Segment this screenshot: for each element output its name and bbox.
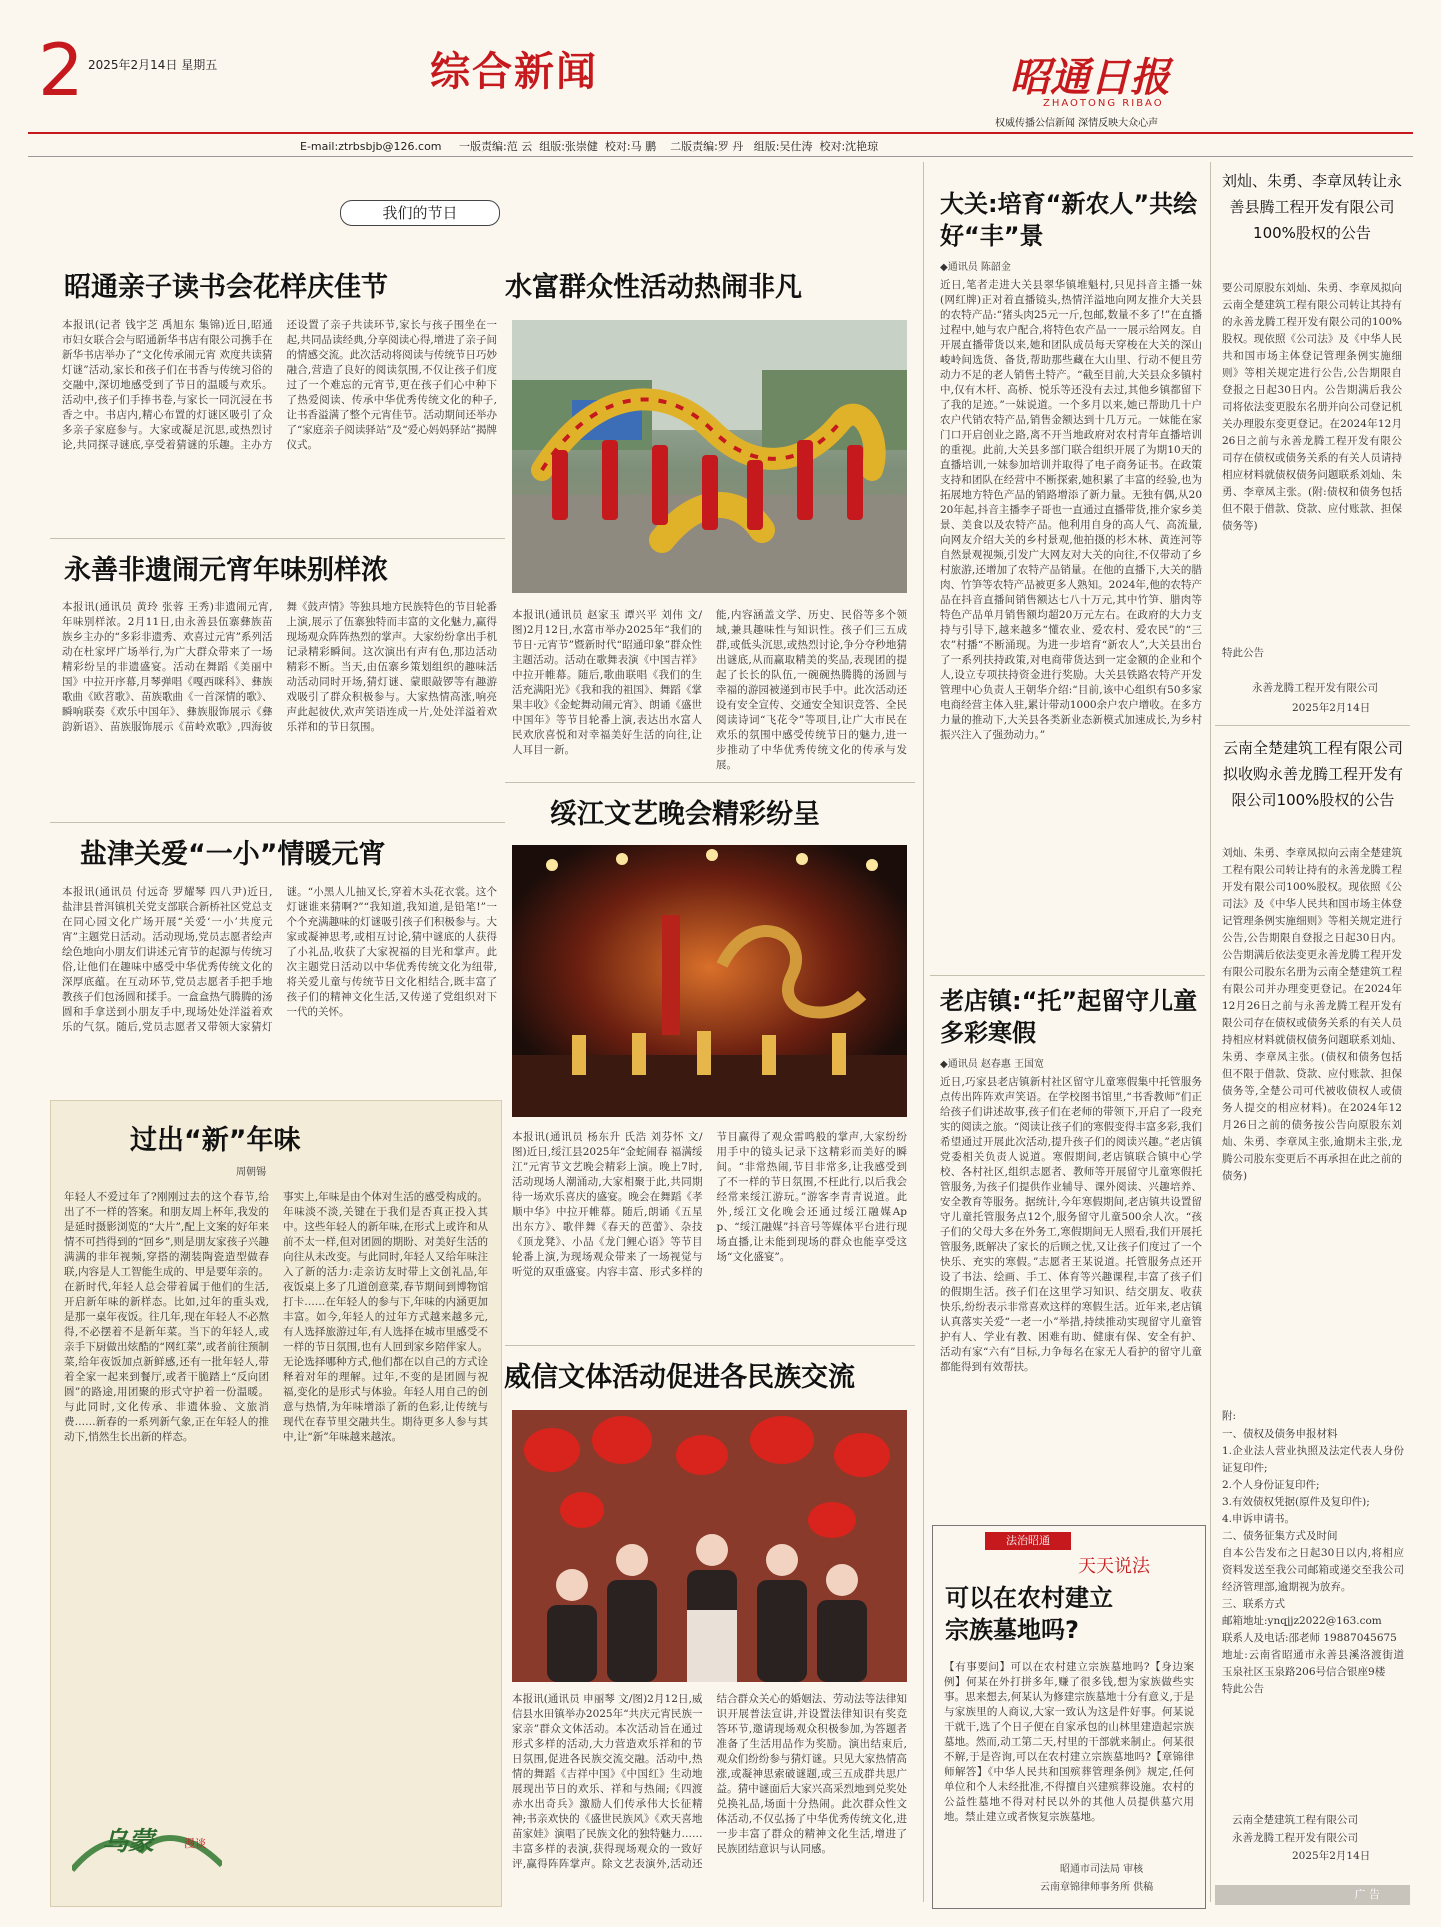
column-logo-sub: 漫谈 [184, 1837, 206, 1850]
article-body-continued: 能,内容涵盖文学、历史、民俗等多个领域,兼具趣味性与知识性。孩子们三五成群,或低头沉思,或热烈讨论,争分夺秒地猜出谜底,从而赢取精美的奖品,表现团的提起了长长的队伍,一碗碗热腾腾的汤圆与幸福的游园被递到市民手中。此次活动还设有安全宣传、交通安全知识竞答、全民阅读诗词“飞花令”等项目,让广大市民在欢乐的氛围中感受传统节日的魅力,进一步推动了中华优秀传统文化的传承与发展。 [716, 609, 907, 771]
festival-tag-label: 我们的节日 [382, 204, 458, 222]
credits-rule [28, 156, 1413, 157]
notice-list-item: 邮箱地址:ynqjjz2022@163.com [1222, 1615, 1382, 1627]
issue-date: 2025年2月14日 星期五 [88, 58, 218, 72]
notice-list-title: 附: [1222, 1410, 1237, 1422]
notice-list-item: 二、债务征集方式及时间 [1222, 1530, 1338, 1542]
notice-list-item: 2.个人身份证复印件; [1222, 1479, 1320, 1491]
article-body: 近日,巧家县老店镇新村社区留守儿童寒假集中托管服务点传出阵阵欢声笑语。在学校图书馆里,“书香教师”们正给孩子们讲述故事,孩子们在老师的带领下,开启了一段充实的阅读之旅。“阅读让孩子们的寒假变得丰富多彩,我们希望通过开展此次活动,提升孩子们的阅读兴趣。”老店镇党委相关负责人说道。寒假期间,老店镇联合镇中心学校、各村社区,组织志愿者、教师等开展留守儿童寒假托管服务,为孩子们提供作业辅导、课外阅读、兴趣培养、安全教育等服务。据统计,今年寒假期间,老店镇共设置留守儿童托管服务点12个,服务留守儿童500余人次。“孩子们的父母大多在外务工,寒假期间无人照看,我们开展托管服务,既解决了家长的后顾之忧,又让孩子们度过了一个快乐、充实的寒假。”志愿者王某说道。托管服务点还开设了书法、绘画、手工、体育等兴趣课程,丰富了孩子们的假期生活。孩子们在这里学习知识、结交朋友、收获快乐,纷纷表示非常喜欢这样的寒假生活。近年来,老店镇认真落实关爱“一老一小”举措,持续推动实现留守儿童管护有人、学业有教、困难有助、健康有保、安全有护、活动有家“六有”目标,力争每名在家无人看护的留守儿童都能得到有效帮扶。 [940, 1076, 1202, 1373]
article-body: 本报讯(通讯员 杨东升 氏浩 刘芬怀 文/图)近日,绥江县2025年“金蛇闹春 福满绥江”元宵节文艺晚会精彩上演。晚上7时,活动现场人潮涌动,大家相聚于此,共同期待一场欢乐喜庆的盛宴。晚会在舞蹈《孝顺中华》中拉开帷幕。随后,朗诵《五星出东方》、歌伴舞《春天的芭蕾》、杂技《顶龙凳》、小品《龙门鲤心语》等节目轮番上演,为现场观众带来了一场视觉与听觉的双重盛宴。内容丰富、形式多样的节目赢得了观众雷鸣般的掌声,大家纷纷用手中的镜头记录下这精彩而美好的瞬间。“非常热闹,节目非常多,让我感受到了不一样的节日氛围,不枉此行,以后我会经常来绥江游玩。”游客李青青说道。此外,绥江文化晚会还通过绥江融媒App、“绥江融媒”抖音号等媒体平台进行现场直播,让未能到现场的群众也能享受这场“文化盛宴”。 [512, 1131, 907, 1278]
page-number: 2 [38, 28, 84, 112]
article-body: 本报讯(通讯员 黄玲 张蓉 王秀)非遗闹元宵,年味别样浓。2月11日,由永善县伍寨彝族苗族乡主办的“多彩非遗秀、欢喜过元宵”系列活动在杜家坪广场举行,为广大群众带来了一场精彩纷呈的非遗盛宴。活动在舞蹈《美丽中国》中拉开序幕,月琴弹唱《嘎西咪科》、彝族歌曲《欧苕歌》、苗族歌曲《一首深情的歌》、瞬响联奏《欢乐中国年》、彝族服饰展示《彝韵新语》、苗族服饰展示《苗岭欢歌》,四海彼舞《鼓声情》等独具地方民族特色的节目轮番上演,展示了伍寨独特而丰富的文化魅力,赢得现场观众阵阵热烈的掌声。大家纷纷拿出手机记录精彩瞬间。这次演出有声有色,那边活动精彩不断。当天,由伍寨乡策划组织的趣味活动活动同时开场,猜灯谜、蒙眼敲锣等有趣游戏吸引了群众积极参与。大家热情高涨,响亮声此起彼伏,欢声笑语连成一片,处处洋溢着欢乐祥和的节日氛围。 [62, 601, 497, 733]
notice-body: 要公司原股东刘灿、朱勇、李章凤拟向云南全楚建筑工程有限公司转让其持有的永善龙腾工程开发有限公司的100%股权。现依照《公司法》及《中华人民共和国市场主体登记管理条例实施细则》等相关规定进行公告,公告期限自登报之日起30日内。公告期满后我公司将依法变更股东名册并向公司登记机关办理股东变更登记。在2024年12月26日之前与永善龙腾工程开发有限公司存在债权或债务关系的有关人员请持相应材料就债权债务问题联系刘灿、朱勇、李章凤主张。(附:债权和债务包括但不限于借款、贷款、应付账款、担保债务等) [1222, 282, 1402, 532]
notice-list-item: 3.有效债权凭据(原件及复印件); [1222, 1496, 1370, 1508]
article-title: 绥江文艺晚会精彩纷呈 [550, 799, 820, 830]
article-body: 本报讯(记者 钱宇芝 禹旭东 集锦)近日,昭通市妇女联合会与昭通新华书店有限公司携手在新华书店举办了“文化传承闹元宵 欢度共读猜灯谜”活动,家长和孩子们在书香与传统习俗的交融中,深切地感受到了节日的温暖与欢乐。活动中,孩子们手捧书卷,与家长一同沉浸在书香之中。书店内,精心布置的灯谜区吸引了众多亲子家庭参与。大家或凝足沉思,或热烈讨论,共同探寻谜底,享受着猜谜的乐趣。主办方还设置了亲子共读环节,家长与孩子围坐在一起,共同品读经典,分享阅读心得,增进了亲子间的情感交流。此次活动将阅读与传统节日巧妙融合,营造了良好的阅读氛围,不仅让孩子们度过了一个难忘的元宵节,更在孩子们心中种下了热爱阅读、传承中华优秀传统文化的种子,让书香溢满了整个元宵佳节。活动期间还举办了“家庭亲子阅读驿站”及“爱心妈妈驿站”揭牌仪式。 [62, 319, 497, 451]
notice-list-item: 自本公告发布之日起30日以内,将相应资料发送至我公司邮箱或递交至我公司经济管理部,逾期视为放弃。 [1222, 1547, 1404, 1593]
article-body: 年轻人不爱过年了?刚刚过去的这个春节,给出了不一样的答案。和朋友周上杯年,我发的是延时摄影浏览的“大片”,配上文案的好年来情不可挡得到的“回乡”,则是朋友家孩子兴趣满满的非年视频,穿搭的潮装陶瓷造型做春联,内容是人工智能生成的、甲是要年亲的。在新时代,年轻人总会带着属于他们的生活,开启新年味的新样态。比如,过年的重头戏,是那一桌年夜饭。往几年,现在年轻人不必熬得,不必摆着不是新年菜。当下的年轻人,或亲手下厨做出炫酷的“网红菜”,或者前往预制菜,给年夜饭加点新鲜感,还有一批年轻人,带着全家一起来到餐厅,或者干脆踏上“反向团圆”的路途,用团聚的形式守护着一份温暖。与此同时,文化传承、非遗体验、文旅消费……新春的一系列新气象,正在年轻人的推动下,悄然生长出新的样态。 [64, 1191, 269, 1443]
dragon-dance-photo [512, 320, 907, 593]
article-body: 本报讯(通讯员 付远奇 罗耀琴 四八尹)近日,盐津县普洱镇机关党支部联合新桥社区党总支在同心园文化广场开展“关爱‘一小’共度元宵”主题党日活动。活动现场,党员志愿者绘声绘色地向小朋友们讲述元宵节的起源与传统习俗,让他们在趣味中感受中华优秀传统文化的深厚底蕴。在互动环节,党员志愿者手把手地教孩子们包汤圆和揉手。一盒盒热气腾腾的汤圆和手拿送到小朋友手中,现场处处洋溢着欢乐的气氛。随后,党员志愿者又带领大家猜灯谜。“小黑人儿抽叉长,穿着木头花衣裳。这个灯谜谁来猜啊?”“我知道,我知道,是铅笔!”一个个充满趣味的灯谜吸引孩子们积极参与。大家或凝神思考,或相互讨论,猜中谜底的人获得了小礼品,收获了大家祝福的目光和掌声。此次主题党日活动以中华优秀传统文化为纽带,将关爱儿童与传统节日文化相结合,既丰富了孩子们的精神文化生活,又传递了党组织对下一代的关怀。 [62, 886, 497, 1033]
article-title: 老店镇:“托”起留守儿童多彩寒假 [940, 987, 1198, 1047]
paper-slogan: 权威传播公信新闻 深情反映大众心声 [995, 118, 1159, 129]
article-body: 本报讯(通讯员 赵家玉 谭兴平 刘伟 文/图)2月12日,水富市举办2025年“我们的节日·元宵节”暨新时代“昭通印象”群众性主题活动。活动在歌舞表演《中国吉祥》中拉开帷幕。随后,歌曲联唱《我们的生活充满阳光》《我和我的祖国》、舞蹈《掌果丰收》《金蛇舞动闹元宵》、朗诵《盛世中国年》等节目轮番上演,表达出水富人民欢欣喜悦和对幸福美好生活的向往,让人耳目一新。 [512, 609, 702, 756]
article-title: 可以在农村建立宗族墓地吗? [945, 1584, 1113, 1644]
notice-list-item: 1.企业法人营业执照及法定代表人身份证复印件; [1222, 1445, 1404, 1474]
notice-closing: 特此公告 [1222, 647, 1264, 659]
notice-signer: 永善龙腾工程开发有限公司 [1252, 682, 1378, 694]
lantern-crowd-photo [512, 1410, 907, 1682]
notice-list-item: 联系人及电话:邵老师 19887045675 [1222, 1632, 1397, 1644]
notice-list-item: 特此公告 [1222, 1683, 1264, 1695]
divider [923, 162, 924, 1902]
divider [505, 782, 915, 783]
article-title: 盐津关爱“一小”情暖元宵 [80, 839, 386, 870]
notice-list-item: 4.申诉申请书。 [1222, 1513, 1296, 1525]
legal-footer-source: 云南章锦律师事务所 供稿 [1040, 1882, 1154, 1893]
article-body: 【有事要问】可以在农村建立宗族墓地吗?【身边案例】何某在外打拼多年,赚了很多钱,想为家族做些实事。思来想去,何某认为修建宗族墓地十分有意义,于是与家族里的人商议,大家一致认为这是件好事。何某说干就干,选了个日子便在自家承包的山林里建造起宗族墓地。然而,动工第二天,村里的干部就来制止。何某很不解,于是咨询,可以在农村建立宗族墓地吗?【章锦律师解答】《中华人民共和国殡葬管理条例》规定,任何单位和个人未经批准,不得擅自兴建殡葬设施。农村的公益性墓地不得对村民以外的其他人员提供墓穴用地。禁止建立或者恢复宗族墓地。 [944, 1661, 1194, 1823]
article-byline: ◆通讯员 赵春惠 王国宽 [940, 1059, 1045, 1070]
credits-line: E-mail:ztrbsbjb@126.com 一版责编:范 云 组版:张崇健 校对:马 鹏 二版责编:罗 丹 组版:吴仕涛 校对:沈艳琼 [300, 140, 879, 153]
notice-list-item: 一、债权及债务申报材料 [1222, 1428, 1338, 1440]
divider [1210, 162, 1211, 1902]
article-body-continued: 事实上,年味是由个体对生活的感受构成的。年味淡不淡,关键在于我们是否真正投入其中。这些年轻人的新年味,在形式上或许和从前不太一样,但对团圆的期盼、对美好生活的向往从未改变。与此同时,年轻人又给年味注入了新的活力:走亲访友时带上文创礼品,年夜饭桌上多了几道创意菜,春节期间到博物馆打卡……在年轻人的参与下,年味的内涵更加丰富。如今,年轻人的过年方式越来越多元,有人选择旅游过年,有人选择在城市里感受不一样的节日氛围,也有人回到家乡陪伴家人。无论选择哪种方式,他们都在以自己的方式诠释着对年的理解。过年,不变的是团圆与祝福,变化的是形式与体验。年轻人用自己的创意与热情,为年味增添了新的色彩,让传统与现代在春节里交融共生。期待更多人参与其中,让“新”年味越来越浓。 [283, 1191, 488, 1443]
notice-list-item: 地址:云南省昭通市永善县溪洛渡街道玉泉社区玉泉路206号信合银座9楼 [1222, 1649, 1404, 1678]
divider [50, 822, 505, 823]
divider [50, 538, 505, 539]
notice-title: 刘灿、朱勇、李章凤转让永善县腾工程开发有限公司100%股权的公告 [1222, 172, 1403, 242]
notice-signer: 永善龙腾工程开发有限公司 [1232, 1832, 1358, 1844]
article-title: 永善非遗闹元宵年味别样浓 [64, 555, 388, 586]
legal-tag-sub: 天天说法 [1078, 1556, 1150, 1577]
section-title: 综合新闻 [430, 49, 598, 95]
divider [1215, 725, 1410, 726]
divider [930, 975, 1205, 976]
legal-tag [985, 1532, 1071, 1550]
article-title: 昭通亲子读书会花样庆佳节 [64, 272, 388, 303]
notice-signer: 云南全楚建筑工程有限公司 [1232, 1814, 1358, 1826]
article-title: 大关:培育“新农人”共绘好“丰”景 [940, 190, 1198, 250]
notice-body: 刘灿、朱勇、李章凤拟向云南全楚建筑工程有限公司转让持有的永善龙腾工程开发有限公司100%股权。现依照《公司法》及《中华人民共和国市场主体登记管理条例实施细则》等相关规定进行公告,公告期限自登报之日起30日内。公告期满后依法变更永善龙腾工程开发有限公司股东名册为云南全楚建筑工程有限公司并办理变更登记。在2024年12月26日之前与永善龙腾工程开发有限公司存在债权或债务关系的有关人员持相应材料就债权债务问题联系刘灿、朱勇、李章凤主张。(债权和债务包括但不限于借款、贷款、应付账款、担保债务等,全楚公司可代被收债权人或债务人提交的相应材料)。在2024年12月26日之前的债务按公告向原股东刘灿、朱勇、李章凤主张,逾期未主张,龙腾公司股东变更后不再承担在此之前的债务) [1222, 847, 1402, 1182]
article-byline: ◆通讯员 陈韶金 [940, 262, 1011, 273]
paper-name-logo: 昭通日报 [1010, 54, 1170, 101]
ad-label-bar [1215, 1885, 1410, 1905]
column-logo-text: 乌蒙 [102, 1827, 155, 1857]
article-title: 威信文体活动促进各民族交流 [504, 1362, 855, 1393]
legal-footer-reviewer: 昭通市司法局 审核 [1060, 1864, 1144, 1875]
divider [505, 1345, 915, 1346]
article-title: 过出“新”年味 [130, 1125, 301, 1156]
article-body: 近日,笔者走进大关县翠华镇堆魁村,只见抖音主播一妹(网红牌)正对着直播镜头,热情洋溢地向网友推介大关县的农特产品:“猪头肉25元一斤,包邮,数量不多了!”在直播过程中,她与农户配合,将特色农产品一一展示给网友。自开展直播带货以来,她和团队成员每天穿梭在大关的深山峻岭间选货、备货,帮助那些藏在大山里、行动不便且劳动力不足的老人销售土特产。“截至目前,大关县众多镇村中,仅有木杆、高桥、悦乐等还没有去过,其他乡镇都留下了我的足迹。”一妹说道。一个多月以来,她已帮助几十户农户代销农特产品,销售金额达到十几万元。一妹能在家门口开启创业之路,离不开当地政府对农村青年直播培训的重视。此前,大关县多部门联合组织开展了为期10天的直播培训,一妹参加培训并取得了电子商务证书。在政策支持和团队在经营中不断探索,她积累了丰富的经验,也为拓展地方特色产品的销路增添了新力量。无独有偶,从2020年起,抖音主播李子哥也一直通过直播带货,推介家乡美景、美食以及农特产品。他利用自身的高人气、高流量,向网友介绍大关的乡村景观,他拍摄的杉木林、黄连河等自然景观视频,引发广大网友对大关的向往,不仅带动了乡村旅游,还增加了农特产品销量。在他的直播下,大关的腊肉、竹笋等农特产品被更多人熟知。2024年,他的农特产品在抖音直播间销售额达七八十万元,其中竹笋、腊肉等特色产品单月销售额均超20万元左右。在政府的大力支持与引导下,越来越多“懂农业、爱农村、爱农民”的“三农”村播“不断涌现。为进一步培育“新农人”,大关县出台了一系列扶持政策,对电商带货达到一定金额的企业和个人,设立专项扶持资金进行奖励。大关县铁路农特产开发管理中心负责人王朝华介绍:“目前,该中心组织有50多家电商经营主体入驻,累计带动1000余户农户增收。在多方力量的推动下,大关县各类新业态新模式加速成长,为乡村振兴注入了强劲动力。” [940, 279, 1202, 741]
ad-label: 广 告 [1354, 1888, 1380, 1901]
notice-list [1222, 1426, 1404, 1698]
masthead-rule [28, 132, 1413, 134]
festival-tag [340, 200, 500, 226]
article-title: 水富群众性活动热闹非凡 [505, 272, 802, 303]
column-logo [72, 1815, 232, 1885]
article-body: 本报讯(通讯员 申丽琴 文/图)2月12日,威信县水田镇举办2025年“共庆元宵民族一家亲”群众文体活动。本次活动旨在通过形式多样的活动,大力营造欢乐祥和的节日氛围,促进各民族交流交融。活动中,热情的舞蹈《吉祥中国》《中国红》生动地展现出节日的欢乐、祥和与热闹;《四渡赤水出奇兵》激励人们传承伟大长征精神;书亲欢快的《盛世民族风》《欢天喜地苗家娃》演唱了民族文化的独特魅力……丰富多样的表演,获得现场观众的一致好评,赢得阵阵掌声。除文艺表演外,活动还结合群众关心的婚姻法、劳动法等法律知识开展普法宣讲,并设置法律知识有奖竞答环节,邀请现场观众积极参加,为答题者准备了生活用品作为奖励。演出结束后,观众们纷纷参与猜灯谜。只见大家热情高涨,或凝神思索破谜题,或三五成群共思广益。猜中谜面后大家兴高采烈地到兑奖处兑换礼品,场面十分热闹。此次群众性文体活动,不仅弘扬了中华优秀传统文化,进一步丰富了群众的精神文化生活,增进了民族团结意识与认同感。 [512, 1693, 907, 1870]
legal-tag-label: 法治昭通 [1006, 1534, 1050, 1547]
notice-date: 2025年2月14日 [1292, 702, 1371, 714]
gala-stage-photo [512, 845, 907, 1117]
notice-date: 2025年2月14日 [1292, 1850, 1371, 1862]
article-author: 周朝锡 [236, 1167, 266, 1178]
notice-list-item: 三、联系方式 [1222, 1598, 1285, 1610]
paper-pinyin: ZHAOTONG RIBAO [1043, 98, 1164, 109]
notice-title: 云南全楚建筑工程有限公司拟收购永善龙腾工程开发有限公司100%股权的公告 [1222, 739, 1403, 809]
